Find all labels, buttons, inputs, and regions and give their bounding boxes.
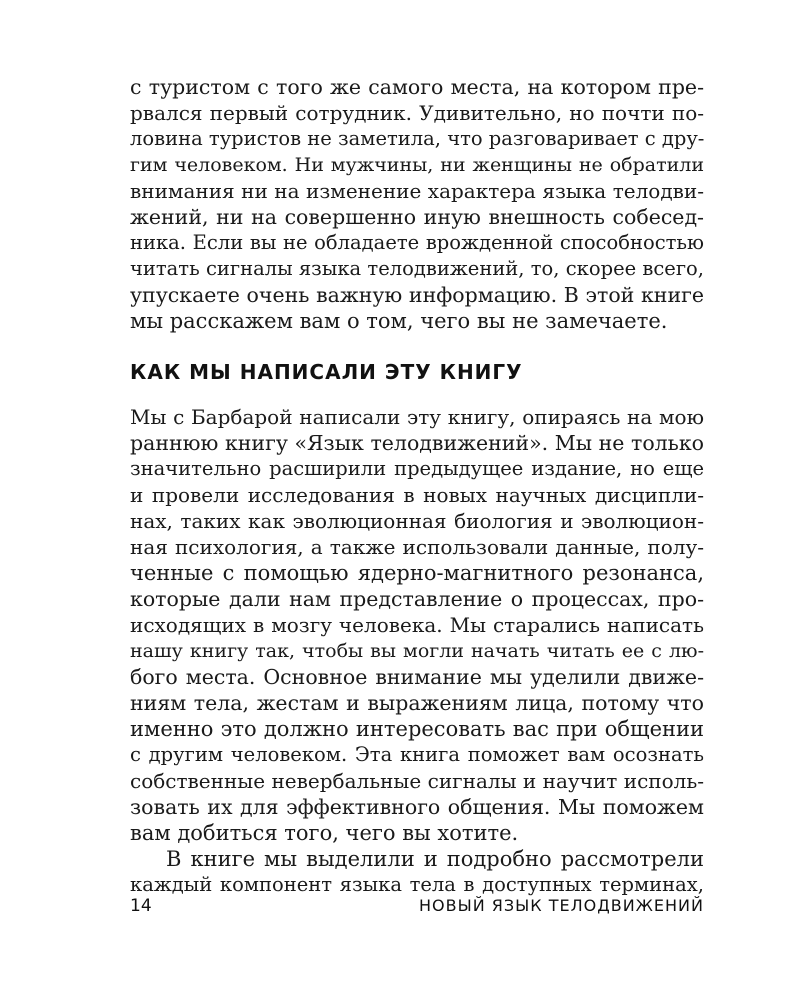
text-line: которые дали нам представление о процессах, про-	[130, 587, 704, 611]
text-line: нашу книгу так, чтобы вы могли начать читать ее с лю-	[130, 640, 704, 662]
text-line: зовать их для эффективного общения. Мы поможем	[130, 795, 704, 819]
text-line: раннюю книгу «Язык телодвижений». Мы не только	[130, 431, 704, 455]
text-line: Мы с Барбарой написали эту книгу, опираясь на мою	[130, 405, 704, 429]
text-line: рвался первый сотрудник. Удивительно, но почти по-	[130, 101, 704, 125]
running-title: НОВЫЙ ЯЗЫК ТЕЛОДВИЖЕНИЙ	[419, 896, 704, 915]
text-line: ника. Если вы не обладаете врожденной способностью	[130, 231, 704, 254]
text-line: жений, ни на совершенно иную внешность собесед-	[130, 205, 704, 229]
text-line: ловина туристов не заметила, что разговаривает с дру-	[130, 127, 705, 150]
text-line: с другим человеком. Эта книга поможет вам осознать	[130, 743, 704, 766]
text-line: мы расскажем вам о том, чего вы не замечаете.	[130, 309, 668, 333]
text-line: значительно расширили предыдущее издание, но еще	[130, 457, 704, 480]
text-line: именно это должно интересовать вас при общении	[130, 717, 704, 741]
text-line: каждый компонент языка тела в доступных терминах,	[130, 873, 704, 896]
text-line: собственные невербальные сигналы и научит исполь-	[130, 769, 704, 793]
text-line: бого места. Основное внимание мы уделили движе-	[130, 665, 704, 689]
text-line: гим человеком. Ни мужчины, ни женщины не обратили	[130, 154, 704, 176]
text-line: вам добиться того, чего вы хотите.	[130, 821, 519, 845]
text-line: ниям тела, жестам и выражениям лица, потому что	[130, 691, 704, 715]
text-line: и провели исследования в новых научных дисципли-	[130, 483, 704, 507]
text-line: внимания ни на изменение характера языка телодви-	[130, 179, 704, 203]
text-line: ченные с помощью ядерно-магнитного резонанса,	[130, 561, 704, 585]
text-line: нах, таких как эволюционная биология и эволюцион-	[130, 509, 704, 533]
page-number: 14	[130, 896, 152, 916]
text-line: с туристом с того же самого места, на котором пре-	[130, 75, 704, 99]
text-line: ная психология, а также использовали данные, полу-	[130, 535, 704, 559]
text-line: исходящих в мозгу человека. Мы старались написать	[130, 613, 704, 637]
text-line: упускаете очень важную информацию. В этой книге	[130, 283, 704, 307]
text-line: читать сигналы языка телодвижений, то, скорее всего,	[130, 257, 704, 280]
section-heading: КАК МЫ НАПИСАЛИ ЭТУ КНИГУ	[130, 360, 523, 384]
text-line: В книге мы выделили и подробно рассмотрели	[166, 847, 704, 871]
